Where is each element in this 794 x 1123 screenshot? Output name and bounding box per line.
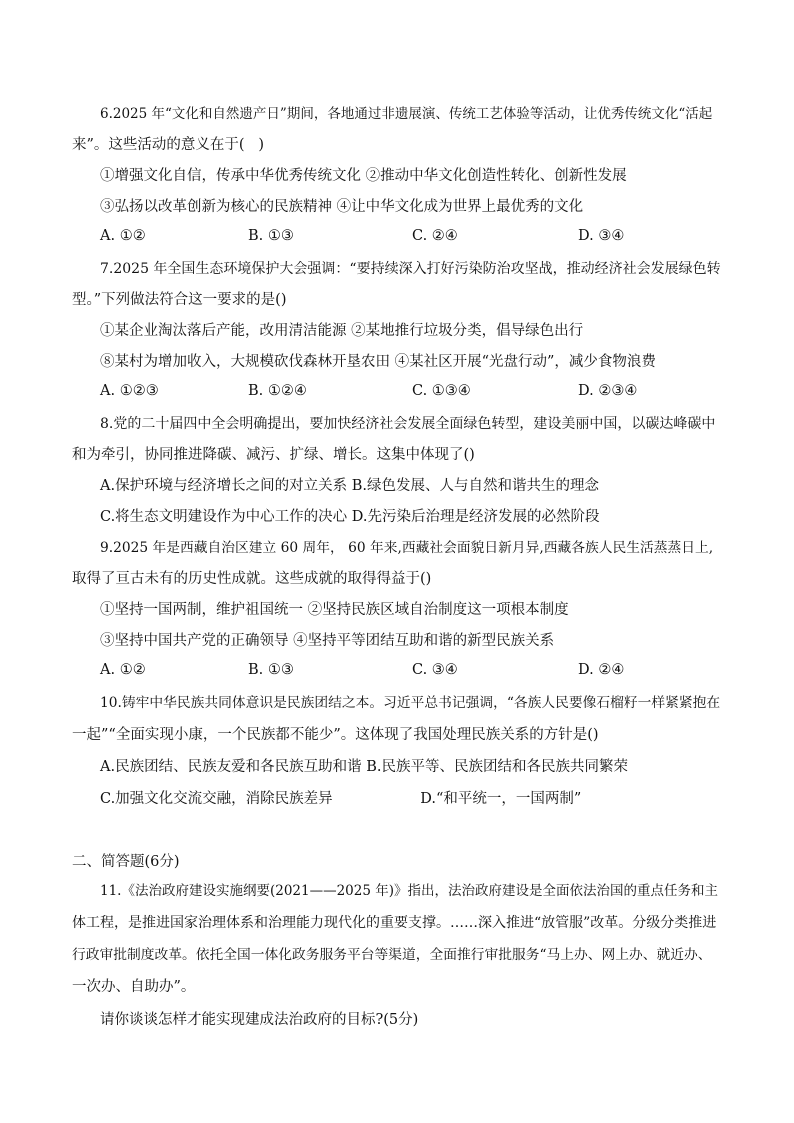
q6-statement-1: ①增强文化自信，传承中华优秀传统文化 ②推动中华文化创造性转化、创新性发展 xyxy=(100,168,627,184)
q6-options xyxy=(100,228,660,248)
q11-prompt: 请你谈谈怎样才能实现建成法治政府的目标?(5分) xyxy=(100,1012,419,1028)
q9-stem-line-1: 9.2025 年是西藏自治区建立 60 周年， 60 年来,西藏社会面貌日新月异,西藏各族人民生活蒸蒸日上, xyxy=(100,540,714,556)
q8-options-ab[interactable]: A.保护环境与经济增长之间的对立关系 B.绿色发展、人与自然和谐共生的理念 xyxy=(100,478,599,494)
q8-options-cd[interactable]: C.将生态文明建设作为中心工作的决心 D.先污染后治理是经济发展的必然阶段 xyxy=(100,509,600,525)
q8-stem-line-1: 8.党的二十届四中全会明确提出，要加快经济社会发展全面绿色转型，建设美丽中国，以碳达峰碳中 xyxy=(100,416,716,432)
q10-stem-line-2: 一起”“全面实现小康，一个民族都不能少”。这体现了我国处理民族关系的方针是() xyxy=(72,727,599,743)
q7-options xyxy=(100,383,660,403)
section-2-heading: 二、简答题(6分) xyxy=(72,854,180,870)
q9-option-b[interactable]: B. ①③ xyxy=(248,662,294,678)
q9-statement-2: ③坚持中国共产党的正确领导 ④坚持平等团结互助和谐的新型民族关系 xyxy=(100,633,555,649)
q6-option-b[interactable]: B. ①③ xyxy=(248,228,294,244)
q6-option-d[interactable]: D. ③④ xyxy=(578,228,625,244)
q9-option-c[interactable]: C. ③④ xyxy=(412,662,458,678)
q9-option-a[interactable]: A. ①② xyxy=(100,662,146,678)
q10-options-ab[interactable]: A.民族团结、民族友爱和各民族互助和谐 B.民族平等、民族团结和各民族共同繁荣 xyxy=(100,759,628,775)
q6-stem-line-1: 6.2025 年“文化和自然遗产日”期间，各地通过非遗展演、传统工艺体验等活动，让优秀传统文化“活起 xyxy=(100,106,713,122)
q10-options-cd[interactable]: C.加强文化交流交融，消除民族差异 D.“和平统一，一国两制” xyxy=(100,791,582,807)
q7-option-b[interactable]: B. ①②④ xyxy=(248,383,307,399)
q7-option-a[interactable]: A. ①②③ xyxy=(100,383,159,399)
q11-stem-line-2: 体工程，是推进国家治理体系和治理能力现代化的重要支撑。……深入推进“放管服”改革。分级分类推进 xyxy=(72,915,717,931)
q7-option-c[interactable]: C. ①③④ xyxy=(412,383,471,399)
q9-options xyxy=(100,662,660,682)
q7-stem-line-1: 7.2025 年全国生态环境保护大会强调：“要持续深入打好污染防治攻坚战，推动经济社会发展绿色转 xyxy=(100,261,721,277)
q6-option-a[interactable]: A. ①② xyxy=(100,228,146,244)
q7-statement-1: ①某企业淘汰落后产能，改用清洁能源 ②某地推行垃圾分类，倡导绿色出行 xyxy=(100,323,584,339)
q8-stem-line-2: 和为牵引，协同推进降碳、减污、扩绿、增长。这集中体现了() xyxy=(72,447,475,463)
q9-statement-1: ①坚持一国两制，维护祖国统一 ②坚持民族区域自治制度这一项根本制度 xyxy=(100,602,569,618)
q6-stem-line-2: 来”。这些活动的意义在于( ) xyxy=(72,137,265,153)
q7-stem-line-2: 型。”下列做法符合这一要求的是() xyxy=(72,292,287,308)
q11-stem-line-3: 行政审批制度改革。依托全国一体化政务服务平台等渠道，全面推行审批服务“马上办、网上办、就近办、 xyxy=(72,947,712,963)
q9-stem-line-2: 取得了亘古未有的历史性成就。这些成就的取得得益于() xyxy=(72,571,432,587)
q11-stem-line-4: 一次办、自助办”。 xyxy=(72,979,196,995)
q11-stem-line-1: 11.《法治政府建设实施纲要(2021——2025 年)》指出，法治政府建设是全面依法治国的重点任务和主 xyxy=(100,883,719,899)
q7-option-d[interactable]: D. ②③④ xyxy=(578,383,638,399)
q9-option-d[interactable]: D. ②④ xyxy=(578,662,625,678)
q6-option-c[interactable]: C. ②④ xyxy=(412,228,458,244)
q7-statement-2: ⑧某村为增加收入，大规模砍伐森林开垦农田 ④某社区开展“光盘行动”，减少食物浪费 xyxy=(100,354,656,370)
q10-stem-line-1: 10.铸牢中华民族共同体意识是民族团结之本。习近平总书记强调，“各族人民要像石榴籽一样紧紧抱在 xyxy=(100,695,721,711)
q6-statement-2: ③弘扬以改革创新为核心的民族精神 ④让中华文化成为世界上最优秀的文化 xyxy=(100,199,584,215)
